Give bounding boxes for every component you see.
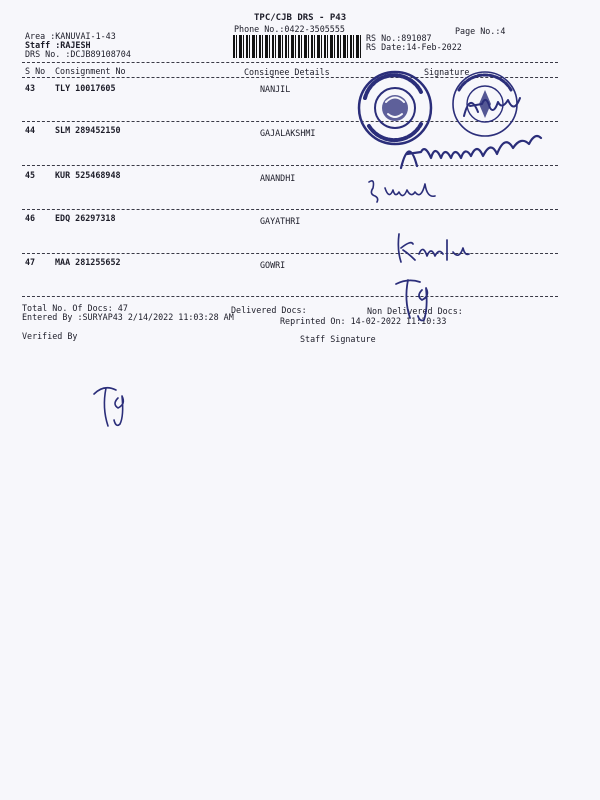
divider [22,209,558,210]
reprinted-on: Reprinted On: 14-02-2022 11:10:33 [280,316,447,326]
column-header-consignment: Consignment No [55,66,126,76]
row-consignment: MAA 281255652 [55,257,121,267]
row-serial: 43 [25,83,36,93]
row-consignee: NANJIL [260,84,291,94]
row-consignment: EDQ 26297318 [55,213,116,223]
document-title: TPC/CJB DRS - P43 [254,13,347,23]
delivered-docs: Delivered Docs: [231,305,307,315]
signature-row-43 [460,88,530,123]
row-consignee: GAJALAKSHMI [260,128,316,138]
row-serial: 45 [25,170,36,180]
row-serial: 46 [25,213,36,223]
staff-signature-label: Staff Signature [300,334,376,344]
divider [22,296,558,297]
signature-row-45 [365,176,445,206]
verified-signature [90,380,140,430]
phone-number: Phone No.:0422-3505555 [234,24,345,34]
barcode [233,35,362,58]
column-header-consignee: Consignee Details [244,67,330,77]
column-header-signature: Signature [424,67,470,77]
page-number: Page No.:4 [455,26,506,36]
row-consignment: TLY 10017605 [55,83,116,93]
signature-row-46 [393,230,483,268]
row-consignment: KUR 525468948 [55,170,121,180]
total-docs: Total No. Of Docs: 47 [22,303,128,313]
rs-number: RS No.:891087 [366,33,432,43]
verified-by: Verified By [22,331,78,341]
row-serial: 44 [25,125,36,135]
non-delivered-docs: Non Delivered Docs: [367,306,463,316]
rs-date: RS Date:14-Feb-2022 [366,42,462,52]
entered-by: Entered By :SURYAP43 2/14/2022 11:03:28 AM [22,312,234,322]
drs-number: DRS No. :DCJB89108704 [25,49,131,59]
row-consignment: SLM 289452150 [55,125,121,135]
column-header-sno: S No [25,66,46,76]
signature-row-44 [395,128,545,176]
area-field: Area :KANUVAI-1-43 [25,31,116,41]
row-consignee: GAYATHRI [260,216,301,226]
row-consignee: ANANDHI [260,173,296,183]
divider [22,62,558,63]
row-serial: 47 [25,257,36,267]
row-consignee: GOWRI [260,260,286,270]
staff-field: Staff :RAJESH [25,40,91,50]
signature-row-47 [392,274,452,324]
